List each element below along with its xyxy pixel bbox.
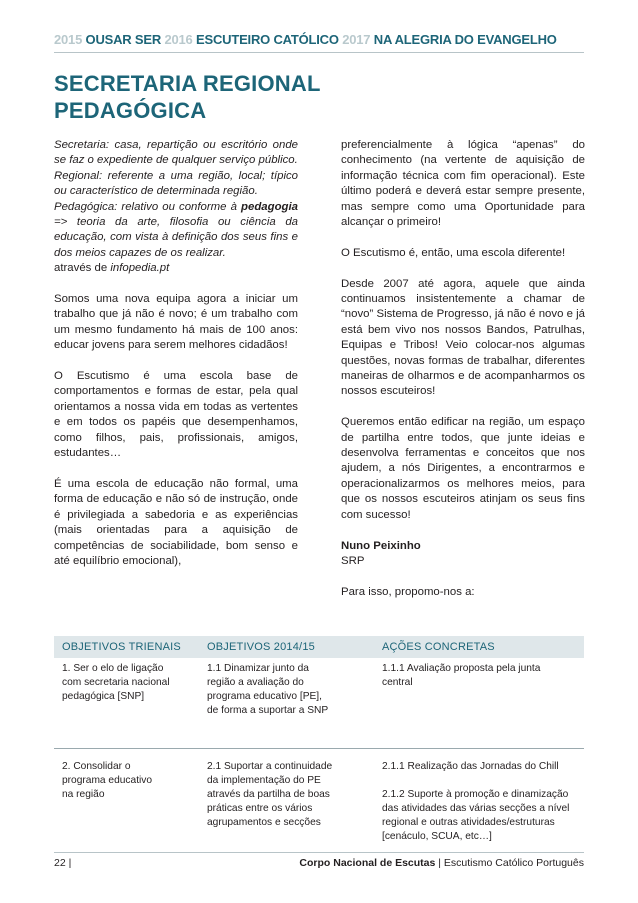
definition-pedagogica-end: => teoria da arte, filosofia ou ciência da educação, com vista à definição dos seus fins e dos meios capazes de os realizar. xyxy=(54,216,298,259)
table-row xyxy=(54,658,584,749)
table-intro: Para isso, propomo-nos a: xyxy=(341,585,475,598)
table-cell-objetivo xyxy=(204,760,379,843)
definition-regional: Regional: referente a uma região, local; típico ou característico de determinada região. xyxy=(54,169,298,198)
table-cell-line: 2.1.2 Suporte à promoção e dinamização xyxy=(382,789,569,800)
objectives-table xyxy=(54,636,584,843)
table-cell-line: programa educativo [PE], xyxy=(207,691,322,702)
header-year-3: 2017 xyxy=(342,32,371,47)
table-cell-line: das atividades das várias secções a nível xyxy=(382,803,570,814)
definition-source xyxy=(54,261,298,276)
table-cell-spacer xyxy=(382,774,584,788)
footer-publisher xyxy=(299,857,584,869)
table-cell-line: práticas entre os vários xyxy=(207,803,313,814)
table-cell-line: através da partilha de boas xyxy=(207,789,330,800)
table-cell-trienal xyxy=(54,662,204,748)
footer-divider xyxy=(54,852,584,853)
author-name: Nuno Peixinho xyxy=(341,539,421,552)
table-cell-line: 1.1 Dinamizar junto da xyxy=(207,663,309,674)
table-cell-line: da implementação do PE xyxy=(207,775,321,786)
page-title xyxy=(54,70,574,124)
table-row xyxy=(54,749,584,843)
right-paragraph-2: O Escutismo é, então, uma escola diferente! xyxy=(341,246,566,259)
header-year-1: 2015 xyxy=(54,32,83,47)
table-header-row xyxy=(54,636,584,658)
header-motto-bar xyxy=(54,32,584,53)
header-motto-3: NA ALEGRIA DO EVANGELHO xyxy=(373,32,557,47)
right-paragraph-3: Desde 2007 até agora, aquele que ainda continuamos insistentemente a chamar de “novo” Sistema de Progresso, já não é novo e já está bem vivo nos nossos Bandos, Patrulhas, Equipas e Tribos! Veio colocar-nos algumas questões, novas formas de trabalhar, diferentes maneiras de olharmos e de acompanharmos os nossos escuteiros! xyxy=(341,277,585,398)
header-motto-1: OUSAR SER xyxy=(85,32,162,47)
right-paragraph-4: Queremos então edificar na região, um espaço de partilha entre todos, que junte ideias e desenvolva ferramentas e conceitos que nos ajudem, a nós Dirigentes, a encontrarmos e operacionalizarmos os melhores meios, para que os nossos escuteiros atinjam os seus fins com sucesso! xyxy=(341,416,585,521)
footer-org: Corpo Nacional de Escutas xyxy=(299,857,436,869)
table-cell-objetivo xyxy=(204,662,379,748)
footer-separator: | xyxy=(435,857,444,869)
table-header-objetivos-2014-15: OBJETIVOS 2014/15 xyxy=(207,641,315,653)
table-cell-line: região a avaliação do xyxy=(207,677,304,688)
table-header-acoes-concretas: AÇÕES CONCRETAS xyxy=(382,641,495,653)
left-paragraph-3: É uma escola de educação não formal, uma forma de educação e não só de instrução, onde é privilegiada a sabedoria e as experiências (mais orientadas para a aquisição de competências de sociabilidade, bom senso e até equilíbrio emocional), xyxy=(54,477,298,567)
source-link: infopedia.pt xyxy=(110,262,170,275)
table-header-objetivos-trienais: OBJETIVOS TRIENAIS xyxy=(62,641,181,653)
left-paragraph-2: O Escutismo é uma escola base de comportamentos e formas de estar, pela qual orientamos a nossa vida em todas as vertentes e em todos os papéis que desempenhamos, como filhos, pais, profissionais, amigos, estudantes… xyxy=(54,370,298,460)
table-cell-line: 2.1 Suportar a continuidade xyxy=(207,761,333,772)
table-cell-line: 1. Ser o elo de ligação xyxy=(62,663,164,674)
header-motto-2: ESCUTEIRO CATÓLICO xyxy=(196,32,339,47)
definition-pedagogia-term: pedagogia xyxy=(241,200,298,213)
table-cell-trienal xyxy=(54,760,204,843)
page-number: 22 | xyxy=(54,857,72,869)
table-cell-line: 1.1.1 Avaliação proposta pela junta xyxy=(382,663,541,674)
table-cell-line: [cenáculo, SCUA, etc…] xyxy=(382,831,492,842)
table-cell-line: pedagógica [SNP] xyxy=(62,691,145,702)
header-year-2: 2016 xyxy=(164,32,193,47)
table-cell-acao xyxy=(379,662,584,748)
table-cell-line: 2.1.1 Realização das Jornadas do Chill xyxy=(382,761,559,772)
table-cell-line: com secretaria nacional xyxy=(62,677,170,688)
footer-tagline: Escutismo Católico Português xyxy=(443,857,584,869)
table-cell-line: 2. Consolidar o xyxy=(62,761,131,772)
table-cell-line: regional e outras atividades/estruturas xyxy=(382,817,555,828)
definition-pedagogica xyxy=(54,200,298,262)
right-text-column xyxy=(341,138,585,616)
left-paragraph-1: Somos uma nova equipa agora a iniciar um trabalho que já não é novo; é um trabalho com um mesmo fundamento há mais de 100 anos: educar jovens para serem melhores cidadãos! xyxy=(54,293,298,352)
author-role: SRP xyxy=(341,554,365,567)
definition-pedagogica-start: Pedagógica: relativo ou conforme à xyxy=(54,200,242,213)
source-prefix: através de xyxy=(54,262,111,275)
table-cell-line: na região xyxy=(62,789,105,800)
page-title-line-1: SECRETARIA REGIONAL xyxy=(54,71,321,96)
table-cell-line: de forma a suportar a SNP xyxy=(207,705,329,716)
left-text-column xyxy=(54,138,298,585)
table-cell-line: central xyxy=(382,677,413,688)
page-title-line-2: PEDAGÓGICA xyxy=(54,98,207,123)
table-cell-line: programa educativo xyxy=(62,775,153,786)
table-cell-acao xyxy=(379,760,584,843)
definition-secretaria: Secretaria: casa, repartição ou escritório onde se faz o expediente de qualquer serviço público. xyxy=(54,139,298,167)
right-paragraph-1: preferencialmente à lógica “apenas” do conhecimento (na vertente de aquisição de informação técnica com fim operacional). Este último poderá e deverá estar sempre presente, mas sempre como uma Oportunidade para alcançar o primeiro! xyxy=(341,139,585,229)
table-cell-line: agrupamentos e secções xyxy=(207,817,321,828)
